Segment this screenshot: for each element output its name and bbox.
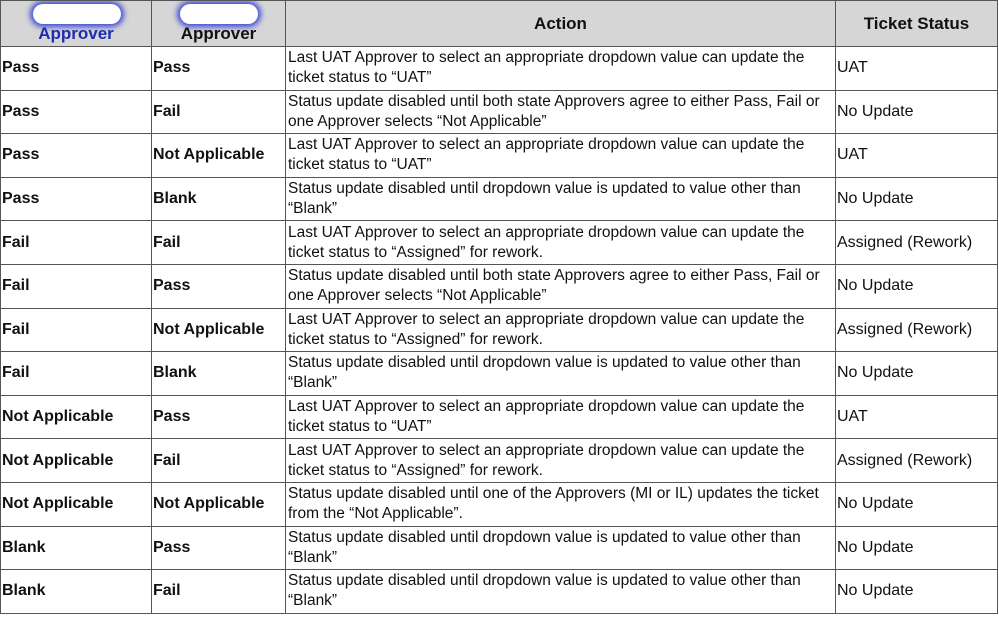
table-body xyxy=(1,47,998,614)
redaction-mark xyxy=(180,4,258,24)
ticket-status-cell: Assigned (Rework) xyxy=(836,439,998,483)
table-row xyxy=(1,439,998,483)
action-cell: Status update disabled until both state Approvers agree to either Pass, Fail or one Approver selects “Not Applicable” xyxy=(286,90,836,134)
table-header-row xyxy=(1,1,998,47)
ticket-status-cell: UAT xyxy=(836,395,998,439)
header-second-approver xyxy=(152,1,286,47)
second-approver-cell: Pass xyxy=(152,264,286,308)
action-cell: Status update disabled until both state Approvers agree to either Pass, Fail or one Approver selects “Not Applicable” xyxy=(286,264,836,308)
ticket-status-cell: Assigned (Rework) xyxy=(836,308,998,352)
header-second-approver-label: Approver xyxy=(180,24,257,43)
action-cell: Status update disabled until dropdown value is updated to value other than “Blank” xyxy=(286,352,836,396)
header-action: Action xyxy=(286,1,836,47)
ticket-status-cell: No Update xyxy=(836,177,998,221)
ticket-status-cell: No Update xyxy=(836,264,998,308)
action-cell: Status update disabled until one of the Approvers (MI or IL) updates the ticket from the “Not Applicable”. xyxy=(286,482,836,526)
first-approver-cell: Pass xyxy=(1,47,152,91)
first-approver-cell: Pass xyxy=(1,134,152,178)
table-row xyxy=(1,395,998,439)
ticket-status-cell: No Update xyxy=(836,352,998,396)
ticket-status-cell: No Update xyxy=(836,482,998,526)
second-approver-cell: Pass xyxy=(152,395,286,439)
table-row xyxy=(1,352,998,396)
second-approver-cell: Blank xyxy=(152,352,286,396)
first-approver-cell: Not Applicable xyxy=(1,439,152,483)
action-cell: Last UAT Approver to select an appropriate dropdown value can update the ticket status to “UAT” xyxy=(286,134,836,178)
first-approver-cell: Fail xyxy=(1,308,152,352)
first-approver-cell: Blank xyxy=(1,526,152,570)
second-approver-cell: Pass xyxy=(152,526,286,570)
ticket-status-cell: No Update xyxy=(836,90,998,134)
second-approver-cell: Not Applicable xyxy=(152,308,286,352)
action-cell: Last UAT Approver to select an appropriate dropdown value can update the ticket status to “Assigned” for rework. xyxy=(286,308,836,352)
second-approver-cell: Not Applicable xyxy=(152,482,286,526)
action-cell: Last UAT Approver to select an appropriate dropdown value can update the ticket status to “Assigned” for rework. xyxy=(286,221,836,265)
second-approver-cell: Pass xyxy=(152,47,286,91)
table-row xyxy=(1,482,998,526)
second-approver-cell: Not Applicable xyxy=(152,134,286,178)
first-approver-cell: Fail xyxy=(1,352,152,396)
first-approver-cell: Fail xyxy=(1,221,152,265)
first-approver-cell: Not Applicable xyxy=(1,482,152,526)
second-approver-cell: Fail xyxy=(152,439,286,483)
first-approver-cell: Pass xyxy=(1,90,152,134)
table-row xyxy=(1,47,998,91)
action-cell: Status update disabled until dropdown value is updated to value other than “Blank” xyxy=(286,570,836,614)
first-approver-cell: Blank xyxy=(1,570,152,614)
first-approver-cell: Pass xyxy=(1,177,152,221)
second-approver-cell: Fail xyxy=(152,221,286,265)
header-first-approver-label: Approver xyxy=(38,24,114,43)
table-row xyxy=(1,526,998,570)
first-approver-cell: Fail xyxy=(1,264,152,308)
table-row xyxy=(1,264,998,308)
table-row xyxy=(1,177,998,221)
table-row xyxy=(1,570,998,614)
ticket-status-cell: UAT xyxy=(836,134,998,178)
first-approver-cell: Not Applicable xyxy=(1,395,152,439)
header-ticket-status: Ticket Status xyxy=(836,1,998,47)
table-row xyxy=(1,134,998,178)
table-row xyxy=(1,308,998,352)
ticket-status-cell: UAT xyxy=(836,47,998,91)
table-row xyxy=(1,90,998,134)
table-row xyxy=(1,221,998,265)
action-cell: Last UAT Approver to select an appropriate dropdown value can update the ticket status to “Assigned” for rework. xyxy=(286,439,836,483)
action-cell: Status update disabled until dropdown value is updated to value other than “Blank” xyxy=(286,177,836,221)
action-cell: Last UAT Approver to select an appropriate dropdown value can update the ticket status to “UAT” xyxy=(286,395,836,439)
second-approver-cell: Fail xyxy=(152,90,286,134)
header-first-approver xyxy=(1,1,152,47)
action-cell: Status update disabled until dropdown value is updated to value other than “Blank” xyxy=(286,526,836,570)
second-approver-cell: Blank xyxy=(152,177,286,221)
second-approver-cell: Fail xyxy=(152,570,286,614)
ticket-status-cell: Assigned (Rework) xyxy=(836,221,998,265)
ticket-status-cell: No Update xyxy=(836,570,998,614)
redaction-mark xyxy=(33,4,121,24)
action-cell: Last UAT Approver to select an appropriate dropdown value can update the ticket status to “UAT” xyxy=(286,47,836,91)
ticket-status-cell: No Update xyxy=(836,526,998,570)
